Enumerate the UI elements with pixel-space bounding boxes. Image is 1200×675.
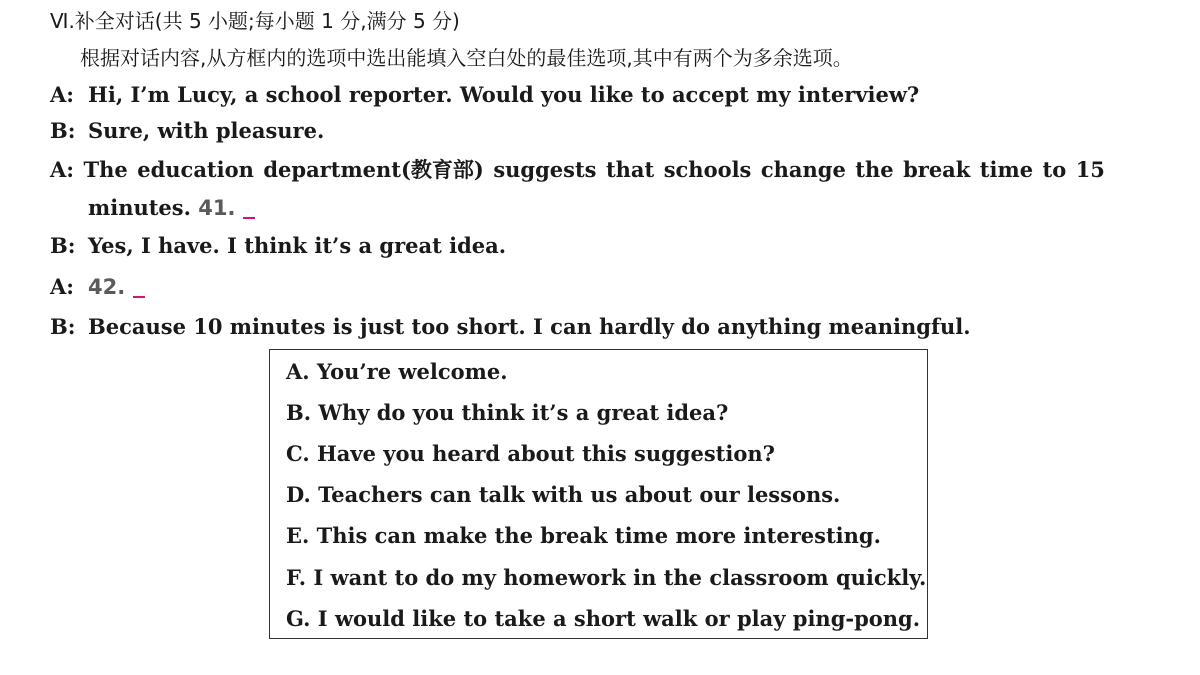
word: to [1042,157,1067,182]
dialogue-line-2 [50,117,324,145]
justified-row [50,156,1105,184]
speaker-label: A: [50,157,75,182]
option-d: D. Teachers can talk with us about our lessons. [286,482,841,507]
dialogue-line-6 [50,313,971,341]
option-a: A. You’re welcome. [286,359,508,384]
word: time [979,157,1034,182]
blank-number-41: 41. [198,196,236,220]
dialogue-line-4 [50,232,506,260]
option-b: B. Why do you think it’s a great idea? [286,400,729,425]
blank-number-42: 42. [88,275,126,299]
answer-blank-42[interactable] [133,296,145,298]
speaker-label: B: [50,314,76,339]
instruction-text: 根据对话内容,从方框内的选项中选出能填入空白处的最佳选项,其中有两个为多余选项。 [80,46,853,70]
speaker-label: A: [50,274,75,299]
speaker-label: A: [50,82,75,107]
word: break [903,157,971,182]
dialogue-text: Hi, I’m Lucy, a school reporter. Would you like to accept my interview? [88,82,920,107]
option-e: E. This can make the break time more interesting. [286,523,881,548]
dialogue-text: Sure, with pleasure. [88,118,325,143]
dialogue-line-1 [50,81,919,109]
word: that [605,157,655,182]
dialogue-text: Because 10 minutes is just too short. I can hardly do anything meaningful. [88,314,971,339]
word: department(教育部) [263,157,484,182]
dialogue-text: minutes. [88,195,191,220]
word: suggests [493,157,597,182]
word: change [760,157,846,182]
section-title: Ⅵ.补全对话(共 5 小题;每小题 1 分,满分 5 分) [50,9,460,33]
word: the [855,157,894,182]
dialogue-line-3 [50,156,1105,184]
dialogue-line-3-continuation [88,194,255,222]
dialogue-line-5 [50,273,145,301]
dialogue-text: Yes, I have. I think it’s a great idea. [88,233,507,258]
option-c: C. Have you heard about this suggestion? [286,441,775,466]
speaker-label: B: [50,118,76,143]
word: schools [663,157,752,182]
word: 15 [1075,157,1105,182]
answer-blank-41[interactable] [243,217,255,219]
options-box [269,349,928,639]
word: education [137,157,254,182]
option-f: F. I want to do my homework in the classroom quickly. [286,565,927,590]
word: The [83,157,128,182]
option-g: G. I would like to take a short walk or play ping-pong. [286,606,921,631]
speaker-label: B: [50,233,76,258]
